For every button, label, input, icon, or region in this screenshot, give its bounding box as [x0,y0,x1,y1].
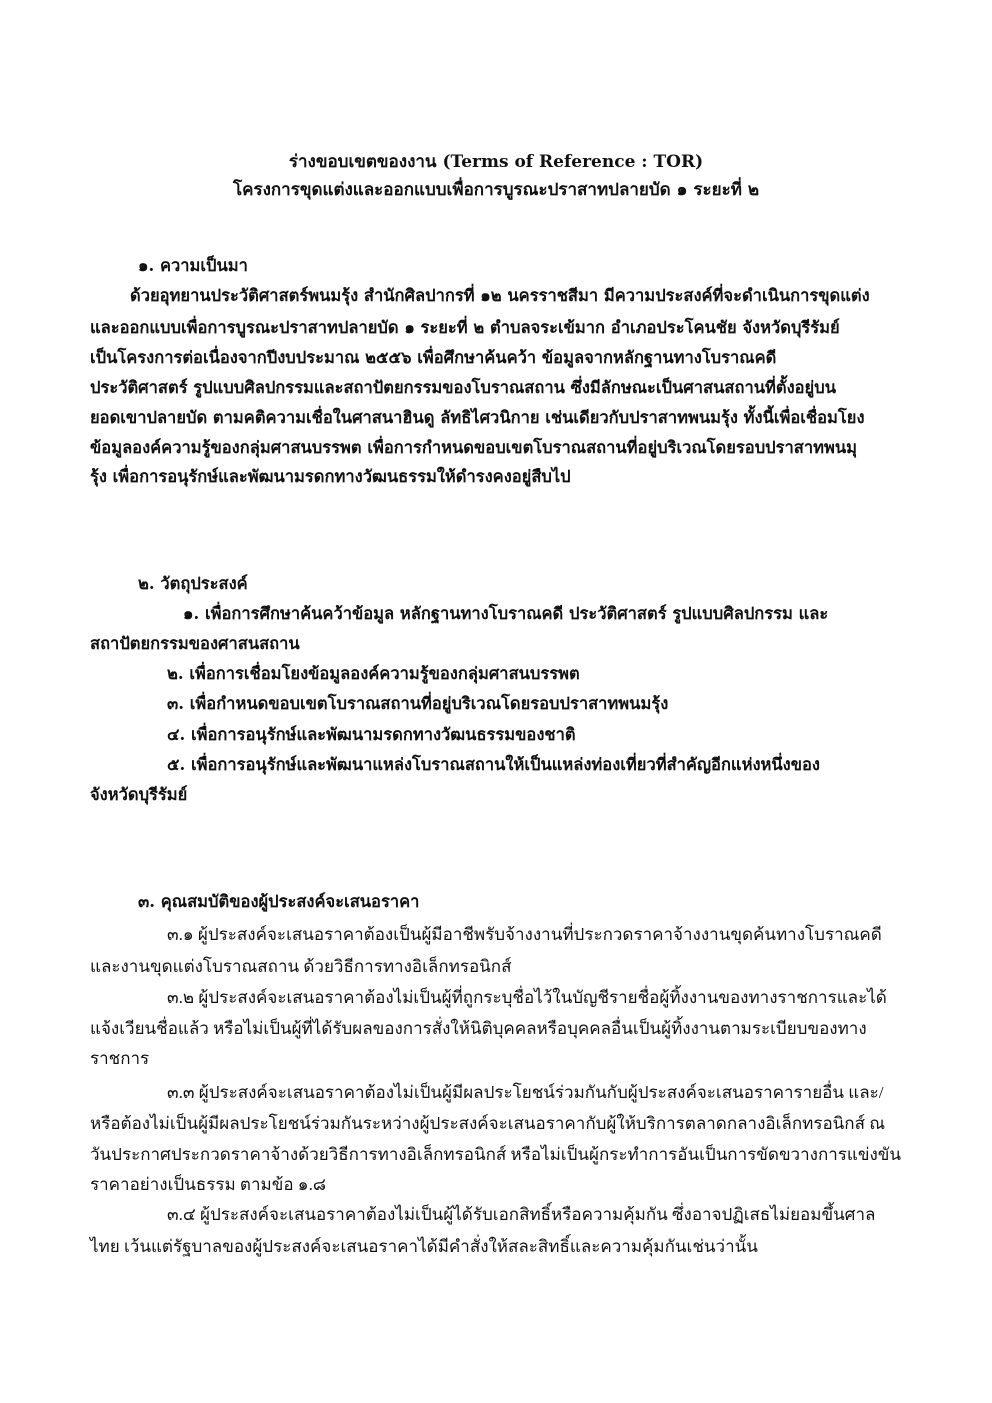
section-1-paragraph-line: ประวัติศาสตร์ รูปแบบศิลปกรรมและสถาปัตยกรรมของโบราณสถาน ซึ่งมีลักษณะเป็นศาสนสถานที่ตั้งอยู่บน [90,378,836,397]
qualification-3-4-continued: ไทย เว้นแต่รัฐบาลของผู้ประสงค์จะเสนอราคาได้มีคำสั่งให้สละสิทธิ์และความคุ้มกันเช่นว่านั้น [90,1237,758,1256]
section-2-heading: ๒. วัตถุประสงค์ [138,574,248,593]
qualification-3-2: ๓.๒ ผู้ประสงค์จะเสนอราคาต้องไม่เป็นผู้ที่ถูกระบุชื่อไว้ในบัญชีรายชื่อผู้ทิ้งงานของทางราชการและได้ [167,988,887,1007]
qualification-3-1-continued: และงานขุดแต่งโบราณสถาน ด้วยวิธีการทางอิเล็กทรอนิกส์ [90,957,512,976]
document-subtitle: โครงการขุดแต่งและออกแบบเพื่อการบูรณะปราสาทปลายบัด ๑ ระยะที่ ๒ [232,180,760,200]
qualification-3-2-continued: แจ้งเวียนชื่อแล้ว หรือไม่เป็นผู้ที่ได้รับผลของการสั่งให้นิติบุคคลหรือบุคคลอื่นเป็นผู้ทิ้งงานตามระเบียบของทาง [90,1019,867,1038]
section-1-paragraph-line: รุ้ง เพื่อการอนุรักษ์และพัฒนามรดกทางวัฒนธรรมให้ดำรงคงอยู่สืบไป [90,467,571,486]
qualification-3-2-continued: ราชการ [90,1049,150,1068]
objective-item-5-continued: จังหวัดบุรีรัมย์ [90,785,188,804]
qualification-3-3-continued: วันประกาศประกวดราคาจ้างด้วยวิธีการทางอิเล็กทรอนิกส์ หรือไม่เป็นผู้กระทำการอันเป็นการขัดขวางการแข่งขัน [90,1145,902,1164]
document-title: ร่างขอบเขตของงาน (Terms of Reference : TOR) [288,152,704,172]
section-1-paragraph-line: ยอดเขาปลายบัด ตามคติความเชื่อในศาสนาฮินดู ลัทธิไศวนิกาย เช่นเดียวกับปราสาทพนมรุ้ง ทั้งนี้เพื่อเชื่อมโยง [90,408,865,427]
section-1-paragraph-line: เป็นโครงการต่อเนื่องจากปีงบประมาณ ๒๕๕๖ เพื่อศึกษาค้นคว้า ข้อมูลจากหลักฐานทางโบราณคดี [90,348,777,367]
qualification-3-4: ๓.๔ ผู้ประสงค์จะเสนอราคาต้องไม่เป็นผู้ได้รับเอกสิทธิ์หรือความคุ้มกัน ซึ่งอาจปฏิเสธไม่ยอมขึ้นศาล [167,1205,876,1224]
qualification-3-3-continued: ราคาอย่างเป็นธรรม ตามข้อ ๑.๘ [90,1175,326,1194]
qualification-3-3: ๓.๓ ผู้ประสงค์จะเสนอราคาต้องไม่เป็นผู้มีผลประโยชน์ร่วมกันกับผู้ประสงค์จะเสนอราคารายอื่น และ/ [167,1083,884,1102]
qualification-3-3-continued: หรือต้องไม่เป็นผู้มีผลประโยชน์ร่วมกันระหว่างผู้ประสงค์จะเสนอราคากับผู้ให้บริการตลาดกลางอิเล็กทรอนิกส์ ณ [90,1114,885,1133]
section-1-paragraph-line: ด้วยอุทยานประวัติศาสตร์พนมรุ้ง สำนักศิลปากรที่ ๑๒ นครราชสีมา มีความประสงค์ที่จะดำเนินการขุดแต่ง [130,286,870,305]
section-1-paragraph-line: ข้อมูลองค์ความรู้ของกลุ่มศาสนบรรพต เพื่อการกำหนดขอบเขตโบราณสถานที่อยู่บริเวณโดยรอบปราสาทพนมุ [90,438,858,457]
section-1-paragraph-line: และออกแบบเพื่อการบูรณะปราสาทปลายบัด ๑ ระยะที่ ๒ ตำบลจระเข้มาก อำเภอประโคนชัย จังหวัดบุรีรัมย์ [90,318,840,337]
objective-item-2: ๒. เพื่อการเชื่อมโยงข้อมูลองค์ความรู้ของกลุ่มศาสนบรรพต [167,664,580,683]
objective-item-1-continued: สถาปัตยกรรมของศาสนสถาน [90,634,300,653]
objective-item-3: ๓. เพื่อกำหนดขอบเขตโบราณสถานที่อยู่บริเวณโดยรอบปราสาทพนมรุ้ง [167,694,669,713]
objective-item-5: ๕. เพื่อการอนุรักษ์และพัฒนาแหล่งโบราณสถานให้เป็นแหล่งท่องเที่ยวที่สำคัญอีกแห่งหนึ่งของ [167,755,820,774]
objective-item-1: ๑. เพื่อการศึกษาค้นคว้าข้อมูล หลักฐานทางโบราณคดี ประวัติศาสตร์ รูปแบบศิลปกรรม และ [183,604,829,623]
objective-item-4: ๔. เพื่อการอนุรักษ์และพัฒนามรดกทางวัฒนธรรมของชาติ [167,725,576,744]
section-3-heading: ๓. คุณสมบัติของผู้ประสงค์จะเสนอราคา [138,892,420,911]
section-1-heading: ๑. ความเป็นมา [138,256,248,275]
qualification-3-1: ๓.๑ ผู้ประสงค์จะเสนอราคาต้องเป็นผู้มีอาชีพรับจ้างงานที่ประกวดราคาจ้างงานขุดค้นทางโบราณคดี [167,925,882,944]
